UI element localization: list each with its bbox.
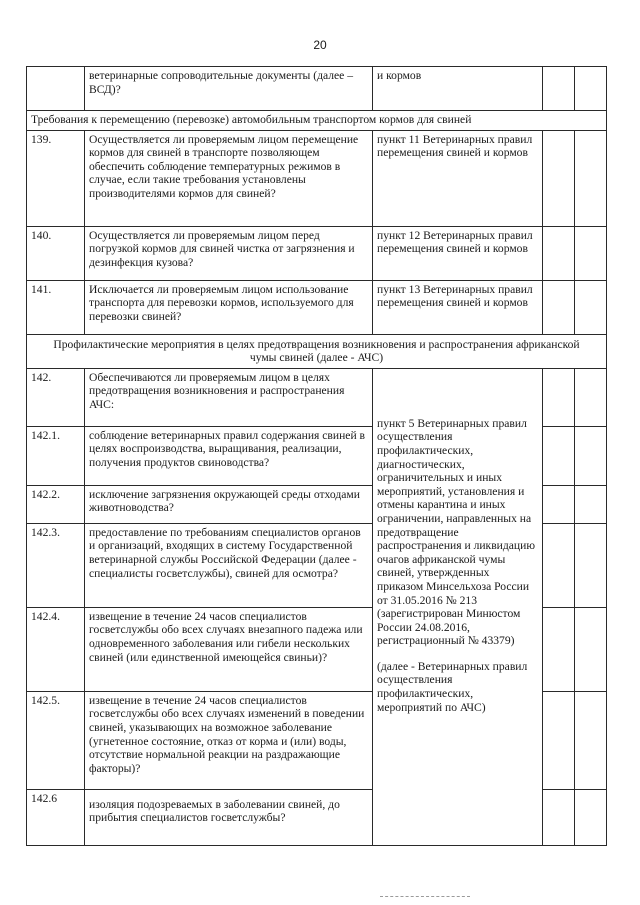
table-row [27, 280, 607, 334]
question-cell: Осуществляется ли проверяемым лицом перед погрузкой кормов для свиней чистка от загрязнения и дезинфекция кузова? [85, 226, 373, 280]
answer-cell-yes[interactable] [543, 130, 575, 226]
answer-cell-no[interactable] [575, 523, 607, 607]
answer-cell-no[interactable] [575, 485, 607, 523]
row-number: 142.1. [27, 426, 85, 485]
answer-cell-yes[interactable] [543, 280, 575, 334]
question-cell: изоляция подозреваемых в заболевании свиней, до прибытия специалистов госветслужбы? [85, 789, 373, 845]
table-row [27, 368, 607, 426]
question-cell: ветеринарные сопроводительные документы (далее – ВСД)? [85, 67, 373, 111]
row-number: 142.6 [27, 789, 85, 845]
table-row [27, 226, 607, 280]
row-number: 141. [27, 280, 85, 334]
legal-cell: пункт 12 Ветеринарных правил перемещения свиней и кормов [373, 226, 543, 280]
row-number: 142.3. [27, 523, 85, 607]
row-number: 142. [27, 368, 85, 426]
legal-text-ach: пункт 5 Ветеринарных правил осуществления профилактических, диагностических, ограничительных и иных мероприятий, установления и отмены карантина и иных ограничении, направленных на предотвращение распространения и ликвидацию очагов африканской чумы свиней, утвержденных приказом Минсельхоза России от 31.05.2016 № 213 (зарегистрирован Минюстом России 24.08.2016, регистрационный № 43379) [377, 416, 535, 648]
legal-cell: пункт 11 Ветеринарных правил перемещения свиней и кормов [373, 130, 543, 226]
answer-cell-no[interactable] [575, 368, 607, 426]
legal-cell: и кормов [373, 67, 543, 111]
answer-cell-no[interactable] [575, 280, 607, 334]
answer-cell-yes[interactable] [543, 67, 575, 111]
legal-text-ach-tail: (далее - Ветеринарных правил осуществления профилактических, мероприятий по АЧС) [377, 659, 528, 714]
row-number: 139. [27, 130, 85, 226]
question-cell: Обеспечиваются ли проверяемым лицом в целях предотвращения возникновения и распространения АЧС: [85, 368, 373, 426]
question-cell: соблюдение ветеринарных правил содержания свиней в целях воспроизводства, выращивания, реализации, получения продуктов свиноводства? [85, 426, 373, 485]
answer-cell-yes[interactable] [543, 691, 575, 789]
section-title-ach: Профилактические мероприятия в целях предотвращения возникновения и распространения африканской чумы свиней (далее - АЧС) [27, 334, 607, 368]
question-cell: предоставление по требованиям специалистов органов и организаций, входящих в систему Государственной ветеринарной службы Российской Федерации (далее - специалисты госветслужбы), свиней для осмотра? [85, 523, 373, 607]
table-row [27, 130, 607, 226]
answer-cell-yes[interactable] [543, 485, 575, 523]
answer-cell-yes[interactable] [543, 426, 575, 485]
question-cell: извещение в течение 24 часов специалистов госветслужбы обо всех случаях внезапного падежа или одновременного заболевания или гибели нескольких свиней (или единственной имеющейся свиньи)? [85, 607, 373, 691]
answer-cell-no[interactable] [575, 607, 607, 691]
answer-cell-no[interactable] [575, 789, 607, 845]
question-cell: исключение загрязнения окружающей среды отходами животноводства? [85, 485, 373, 523]
answer-cell-yes[interactable] [543, 226, 575, 280]
row-number: 142.2. [27, 485, 85, 523]
answer-cell-no[interactable] [575, 691, 607, 789]
question-cell: Осуществляется ли проверяемым лицом перемещение кормов для свиней в транспорте позволяющем обеспечить соблюдение температурных режимов в случае, если такие требования установлены производителями кормов для свиней? [85, 130, 373, 226]
table-row [27, 67, 607, 111]
answer-cell-yes[interactable] [543, 789, 575, 845]
legal-cell: пункт 13 Ветеринарных правил перемещения свиней и кормов [373, 280, 543, 334]
answer-cell-yes[interactable] [543, 523, 575, 607]
page-number: 20 [313, 38, 327, 52]
legal-cell-ach [373, 368, 543, 845]
row-number: 140. [27, 226, 85, 280]
answer-cell-no[interactable] [575, 130, 607, 226]
scan-artifact [380, 896, 470, 897]
row-number: 142.5. [27, 691, 85, 789]
section-title-transport: Требования к перемещению (перевозке) автомобильным транспортом кормов для свиней [27, 111, 607, 131]
section-header-row [27, 111, 607, 131]
answer-cell-no[interactable] [575, 426, 607, 485]
row-number [27, 67, 85, 111]
section-header-row [27, 334, 607, 368]
answer-cell-no[interactable] [575, 67, 607, 111]
question-cell: Исключается ли проверяемым лицом использование транспорта для перевозки кормов, используемого для перевозки свиней? [85, 280, 373, 334]
row-number: 142.4. [27, 607, 85, 691]
answer-cell-yes[interactable] [543, 607, 575, 691]
question-cell: извещение в течение 24 часов специалистов госветслужбы обо всех случаях изменений в поведении свиней, указывающих на возможное заболевание (угнетенное состояние, отказ от корма и (или) воды, отсутствие нормальной реакции на раздражающие факторы)? [85, 691, 373, 789]
answer-cell-yes[interactable] [543, 368, 575, 426]
checklist-table [26, 66, 607, 846]
answer-cell-no[interactable] [575, 226, 607, 280]
